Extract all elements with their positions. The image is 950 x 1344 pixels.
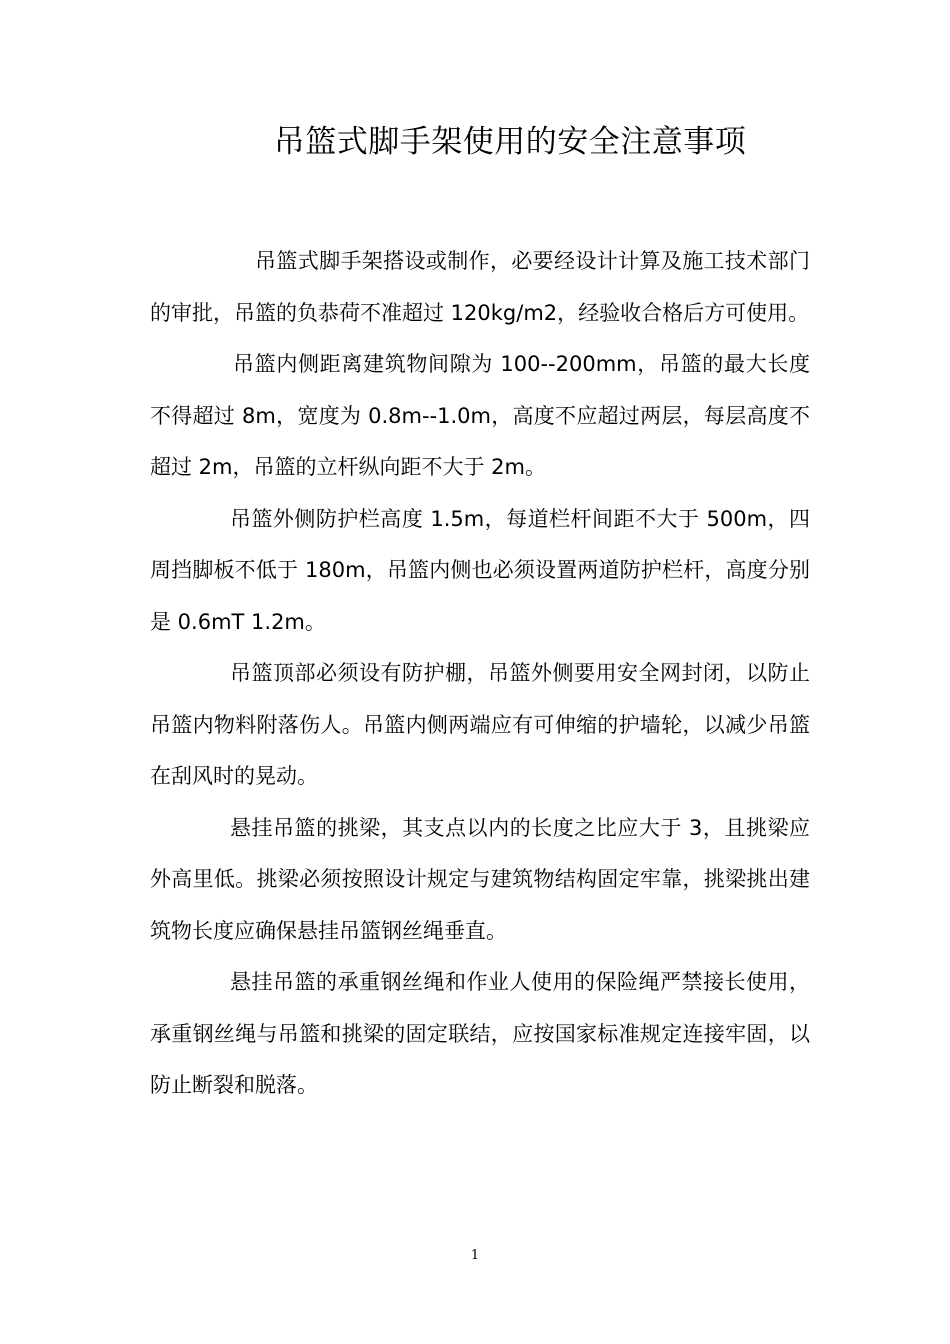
paragraph-6: 悬挂吊篮的承重钢丝绳和作业人使用的保险绳严禁接长使用，承重钢丝绳与吊篮和挑梁的固定联结，应按国家标准规定连接牢固，以防止断裂和脱落。 bbox=[150, 970, 810, 1097]
paragraph-2: 吊篮内侧距离建筑物间隙为 100--200mm，吊篮的最大长度不得超过 8m，宽度为 0.8m--1.0m，高度不应超过两层，每层高度不超过 2m，吊篮的立杆纵向距不大于 2m。 bbox=[150, 352, 810, 479]
paragraph-1: 吊篮式脚手架搭设或制作，必要经设计计算及施工技术部门的审批，吊篮的负恭荷不准超过 120kg/m2，经验收合格后方可使用。 bbox=[150, 249, 810, 325]
paragraph-5: 悬挂吊篮的挑梁，其支点以内的长度之比应大于 3，且挑梁应外高里低。挑梁必须按照设计规定与建筑物结构固定牢靠，挑梁挑出建筑物长度应确保悬挂吊篮钢丝绳垂直。 bbox=[150, 815, 810, 943]
page-number: 1 bbox=[470, 1248, 480, 1263]
document-body bbox=[150, 236, 810, 1112]
paragraph-3: 吊篮外侧防护栏高度 1.5m，每道栏杆间距不大于 500m，四周挡脚板不低于 180m，吊篮内侧也必须设置两道防护栏杆，高度分别是 0.6mT 1.2m。 bbox=[150, 506, 810, 634]
page-title: 吊篮式脚手架使用的安全注意事项 bbox=[273, 124, 747, 160]
paragraph-4: 吊篮顶部必须设有防护棚，吊篮外侧要用安全网封闭，以防止吊篮内物料附落伤人。吊篮内侧两端应有可伸缩的护墙轮，以减少吊篮在刮风时的晃动。 bbox=[150, 661, 810, 788]
